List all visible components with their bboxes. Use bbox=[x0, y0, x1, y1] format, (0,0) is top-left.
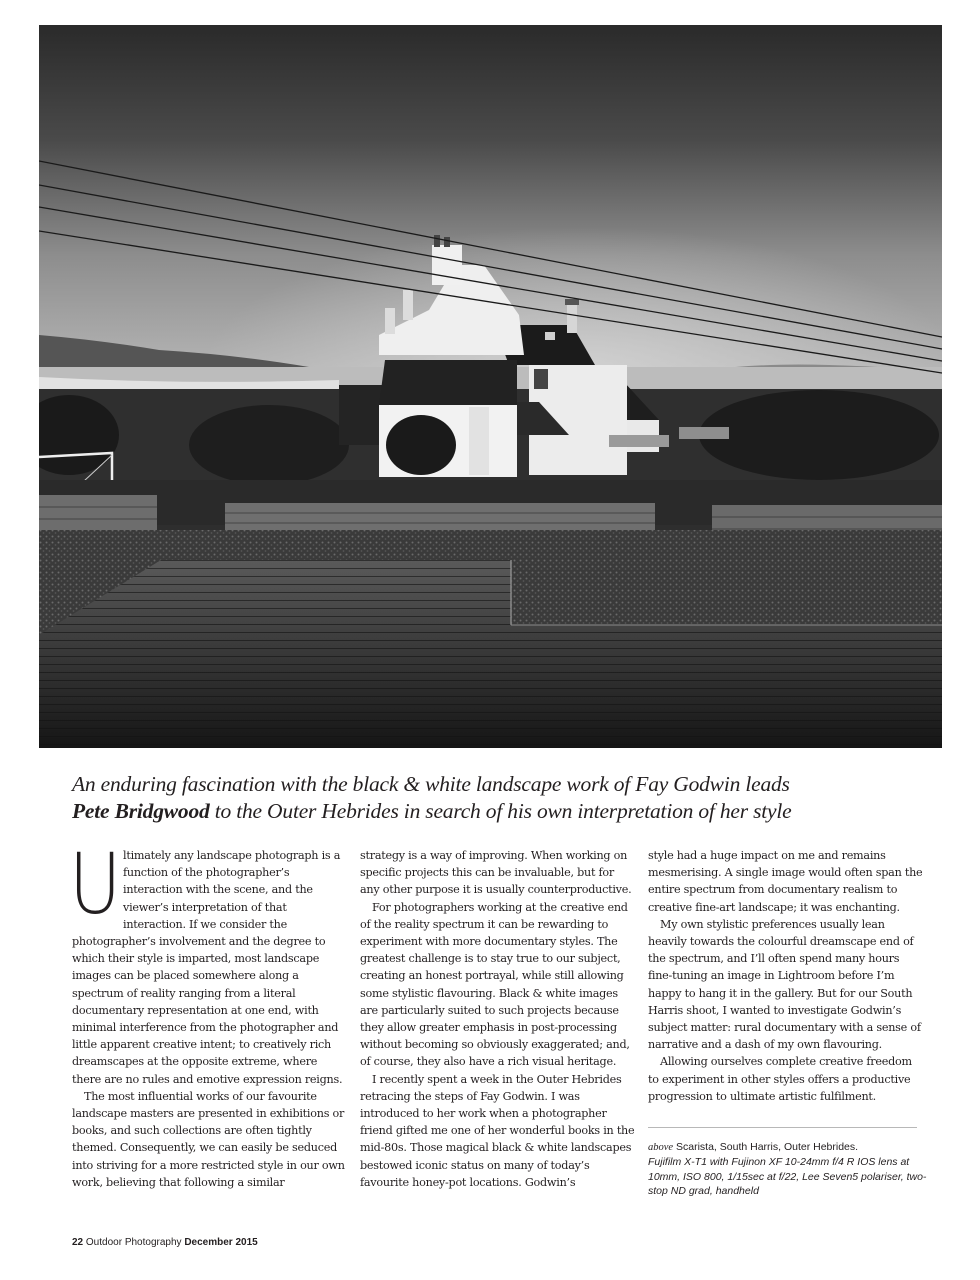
paragraph: ltimately any landscape photograph is a function of the photographer’s interaction with the scene, and the viewer’s interpretation of that interaction. If we consider the photographer’s involvement and the degree to which their style is imparted, most landscape images can be placed somewhere along a spectrum of reality ranging from a literal documentary representation at one end, with minimal interference from the photographer and little apparent creative intent; to creatively rich dreamscapes at the opposite extreme, where there are no rules and emotive expression reigns. bbox=[72, 849, 343, 1086]
caption-divider bbox=[648, 1127, 917, 1128]
caption-location: Scarista, South Harris, Outer Hebrides. bbox=[673, 1141, 859, 1153]
standfirst-line-1: An enduring fascination with the black & white landscape work of Fay Godwin leads bbox=[72, 772, 790, 796]
paragraph: style had a huge impact on me and remains mesmerising. A single image would often span the entire spectrum from documentary realism to creative fine-art landscape; it was enchanting. bbox=[648, 849, 923, 914]
standfirst-line-2-text: to the Outer Hebrides in search of his own interpretation of her style bbox=[209, 799, 792, 823]
house-landscape-photo-illustration bbox=[39, 25, 942, 748]
paragraph: strategy is a way of improving. When working on specific projects this can be invaluable, but for any other purpose it is usually counterproductive. bbox=[360, 849, 632, 897]
standfirst bbox=[72, 771, 932, 825]
caption-camera-details: Fujifilm X-T1 with Fujinon XF 10-24mm f/4 R IOS lens at 10mm, ISO 800, 1/15sec at f/22, Lee Seven5 polariser, two-stop ND grad, handheld bbox=[648, 1156, 927, 1198]
paragraph: I recently spent a week in the Outer Hebrides retracing the steps of Fay Godwin. I was introduced to her work when a photographer friend gifted me one of her wonderful books in the mid-80s. Those magical black & white landscapes bestowed iconic status on many of today’s favourite honey-pot locations. Godwin’s bbox=[360, 1072, 635, 1189]
drop-cap: U bbox=[69, 835, 122, 933]
article-column-3 bbox=[648, 847, 923, 1105]
author-name: Pete Bridgwood bbox=[72, 799, 210, 823]
page-footer bbox=[72, 1237, 258, 1248]
paragraph: The most influential works of our favourite landscape masters are presented in exhibitions or books, and such collections are often tightly themed. Consequently, we can easily be seduced into striving for a more restricted style in our own work, believing that following a similar bbox=[72, 1089, 345, 1189]
magazine-name: Outdoor Photography bbox=[83, 1237, 185, 1248]
paragraph: My own stylistic preferences usually lean heavily towards the colourful dreamscape end of the spectrum, and I’ll often spend many hours fine-tuning an image in Lightroom before I’m happy to hang it in the gallery. But for our South Harris shoot, I wanted to investigate Godwin’s subject matter: rural documentary with a sense of narrative and a dash of my own flavouring. bbox=[648, 917, 921, 1052]
article-column-1 bbox=[69, 835, 347, 1191]
paragraph: For photographers working at the creative end of the reality spectrum it can be rewarding to experiment with more documentary styles. The greatest challenge is to stay true to our subject, creating an honest portrayal, while still allowing some stylistic flavouring. Black & white images are particularly suited to such projects because they allow greater emphasis in post-processing without becoming so obviously exaggerated; and, of course, they also have a rich visual heritage. bbox=[360, 900, 630, 1069]
hero-photograph bbox=[39, 25, 942, 748]
photo-caption bbox=[648, 1140, 928, 1199]
issue-date: December 2015 bbox=[184, 1237, 258, 1248]
paragraph: Allowing ourselves complete creative freedom to experiment in other styles offers a productive progression to ultimate artistic fulfilment. bbox=[648, 1055, 912, 1103]
page-number: 22 bbox=[72, 1237, 84, 1248]
article-column-2 bbox=[360, 847, 635, 1191]
caption-position-label: above bbox=[648, 1142, 674, 1153]
standfirst-line-2 bbox=[72, 798, 932, 825]
